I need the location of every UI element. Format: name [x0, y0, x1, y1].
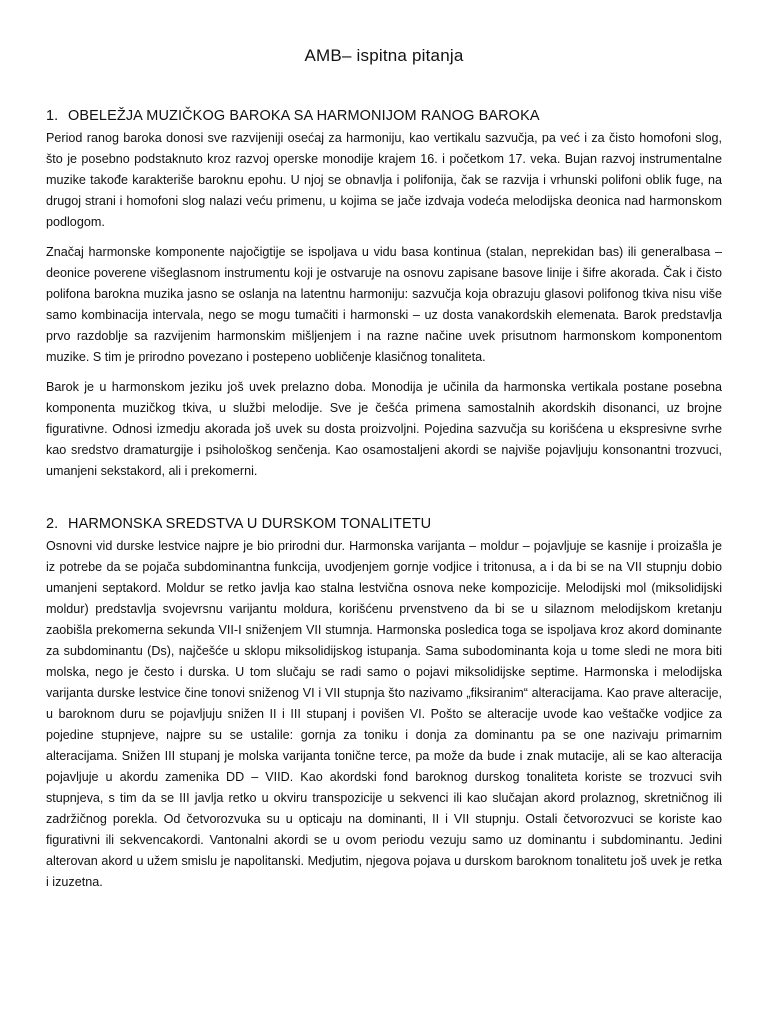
- paragraph: Značaj harmonske komponente najočigtije se ispoljava u vidu basa kontinua (stalan, neprekidan bas) ili generalbasa – deonice poverene višeglasnom instrumentu koji je ostvaruje na osnovu zapisane basove linije i šifre akorada. Čak i čisto polifona barokna muzika jasno se oslanja na latentnu harmoniju: sazvučja koja obrazuju glasovi polifonog tkiva nisu više samo kombinacija intervala, nego se mogu tumačiti i harmonski – uz dosta vanakordskih elemenata. Barok predstavlja prvo razdoblje sa razvijenim harmonskim mišljenjem i na razne načine uvek prisutnom harmonskom komponentom muzike. S tim je prirodno povezano i postepeno uobličenje klasičnog tonaliteta.: [46, 245, 722, 364]
- paragraph: Barok je u harmonskom jeziku još uvek prelazno doba. Monodija je učinila da harmonska vertikala postane posebna komponenta muzičkog tkiva, u službi melodije. Sve je češća primena samostalnih akordskih disonanci, uz brojne figurativne. Odnosi izmedju akorada još uvek su dosta proizvoljni. Pojedina sazvučja su korišćena u ekspresivne svrhe kao sredstvo dramaturgije i psihološkog senčenja. Kao osamostaljeni akordi se najviše pojavljuju konsonantni trozvuci, umanjeni sekstakord, ali i prekomerni.: [46, 380, 722, 478]
- section-title: HARMONSKA SREDSTVA U DURSKOM TONALITETU: [68, 516, 432, 532]
- section-number: 2.: [46, 516, 59, 532]
- section-number: 1.: [46, 108, 59, 124]
- paragraph: Period ranog baroka donosi sve razvijeniji osećaj za harmoniju, kao vertikalu sazvučja, pa već i za čisto homofoni slog, što je posebno podstaknuto kroz razvoj operske monodije krajem 16. i početkom 17. veka. Bujan razvoj instrumentalne muzike takođe karakteriše baroknu epohu. U njoj se obnavlja i polifonija, čak se razvija i vrhunski polifoni oblik fuge, na drugoj strani i homofoni slog nalazi veću primenu, u kojima se jače izdvaja vodeća melodijska deonica nad harmonskom podlogom.: [46, 131, 722, 229]
- section-1: [46, 108, 722, 482]
- section-heading: [46, 516, 722, 532]
- paragraph: Osnovni vid durske lestvice najpre je bio prirodni dur. Harmonska varijanta – moldur – pojavljuje se kasnije i proizašla je iz potrebe da se pojača subdominantna funkcija, uvodjenjem gornje vodjice i tritonusa, a i da bi se na VII stupnju dobio umanjeni septakord. Moldur se retko javlja kao stalna lestvična osnova neke kompozicije. Melodijski mol (miksolidijski moldur) predstavlja svojevrsnu varijantu moldura, korišćenu prvenstveno da bi se u silaznom melodijskom kretanju zaobišla prekomerna sekunda VII-I sniženjem VII stumnja. Harmonska posledica toga se ispoljava kroz akord dominante za subdominantu (Ds), najčešće u sklopu miksolidijskog istupanja. Sama subodominanta koja u tome sledi ne mora biti molska, nego je često i durska. U tom slučaju se radi samo o pojavi miksolidijske septime. Harmonska i melodijska varijanta durske lestvice čine tonovi sniženog VI i VII stupnja što nazivamo „fiksiranim“ alteracijama. Kao prave alteracije, u baroknom duru se pojavljuju snižen II i III stupanj i povišen VI. Pošto se alteracije uvode kao veštačke vodjice za pojedine stupnjeve, najpre su se ustalile: gornja za toniku i donja za dominantu pa se one nazivaju primarnim alteracijama. Snižen III stupanj je molska varijanta tonične terce, pa može da bude i znak mutacije, ali se kao alteracija pojavljuje u akordu zamenika DD – VIID. Kao akordski fond baroknog durskog tonaliteta koriste se trozvuci svih stupnjeva, s tim da se III javlja retko u okviru transpozicije u sekvenci ili kao slučajan akord prolaznog, skretničnog ili zadržičnog porekla. Od četvorozvuka su u opticaju na dominanti, II i VII stupnju. Ostali četvorozvuci se koriste kao figurativni ili sekvencakordi. Vantonalni akordi se u ovom periodu vezuju samo uz dominantu i subdominantu. Jedini alterovan akord u užem smislu je napolitanski. Medjutim, njegova pojava u durskom baroknom tonalitetu još uvek je retka i izuzetna.: [46, 539, 722, 889]
- section-heading: [46, 108, 722, 124]
- document-title: AMB– ispitna pitanja: [304, 46, 464, 65]
- section-title: OBELEŽJA MUZIČKOG BAROKA SA HARMONIJOM RANOG BAROKA: [68, 108, 540, 124]
- section-2: [46, 516, 722, 893]
